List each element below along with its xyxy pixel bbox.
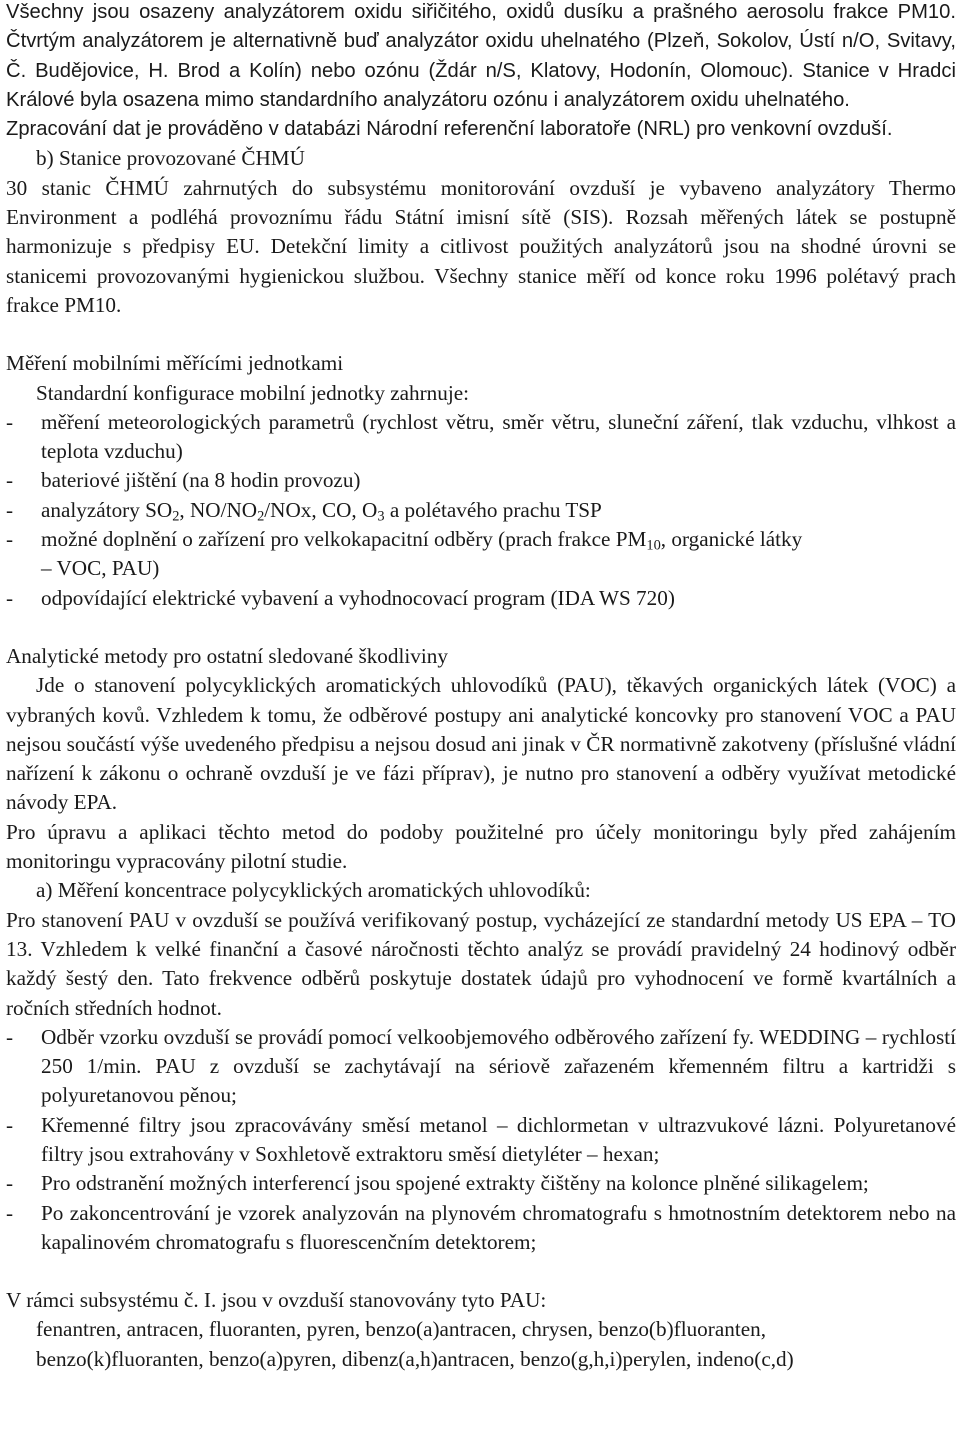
list-dash: - [6, 527, 14, 552]
list-item-text: Po zakoncentrování je vzorek analyzován na plynovém chromatografu s hmotnostním detektorem nebo na kapalinovém chromatografu s fluorescenčním detektorem; [41, 1200, 956, 1254]
list-dash: - [6, 468, 14, 493]
mobile-subheading: Standardní konfigurace mobilní jednotky zahrnuje: [36, 380, 470, 405]
analytic-paragraph: Jde o stanovení polycyklických aromatických uhlovodíků (PAU), těkavých organických látek (VOC) a vybraných kovů. Vzhledem k tomu, že odběrové postupy ani analytické koncovky pro stanovení VOC a PAU nejsou součástí výše uvedeného předpisu a nejsou dosud ani jinak v ČR normativně zakotveny (příslušné vládní nařízení k zákonu o ochraně ovzduší je ve fázi příprav), je nutno pro stanovení a odběry využívat metodické návody EPA. [6, 673, 956, 815]
pau-heading: a) Měření koncentrace polycyklických aromatických uhlovodíků: [36, 878, 591, 903]
pau-list-line: fenantren, antracen, fluoranten, pyren, benzo(a)antracen, chrysen, benzo(b)fluoranten, [36, 1317, 767, 1342]
list-item-text: Křemenné filtry jsou zpracovávány směsí metanol – dichlormetan v ultrazvukové lázni. Polyuretanové filtry jsou extrahovány v Soxhletově extraktoru směsí dietyléter – hexan; [41, 1112, 956, 1166]
list-item-text: bateriové jištění (na 8 hodin provozu) [41, 468, 361, 493]
list-dash: - [6, 1024, 14, 1049]
list-item [6, 1023, 956, 1111]
pau-paragraph: Pro stanovení PAU v ovzduší se používá verifikovaný postup, vycházející ze standardní metody US EPA – TO 13. Vzhledem k velké finanční a časové náročnosti těchto analýz se provádí pravidelný 24 hodinový odběr každý šestý den. Tato frekvence odběrů poskytuje dostatek údajů pro vyhodnocení ve formě kvartálních a ročních středních hodnot. [6, 907, 956, 1020]
chmu-heading: b) Stanice provozované ČHMÚ [36, 146, 305, 171]
analytic-pilot-paragraph: Pro úpravu a aplikaci těchto metod do podoby použitelné pro účely monitoringu byly před zahájením monitoringu vypracovány pilotní studie. [6, 819, 956, 874]
mobile-heading: Měření mobilními měřícími jednotkami [6, 351, 344, 376]
list-item [6, 1111, 956, 1170]
list-item [6, 496, 956, 525]
pau-list-heading: V rámci subsystému č. I. jsou v ovzduší stanovovány tyto PAU: [6, 1288, 547, 1313]
intro-paragraph: Všechny jsou osazeny analyzátorem oxidu siřičitého, oxidů dusíku a prašného aerosolu frakce PM10. Čtvrtým analyzátorem je alternativně buď analyzátor oxidu uhelnatého (Plzeň, Sokolov, Ústí n/O, Svitavy, Č. Budějovice, H. Brod a Kolín) nebo ozónu (Ždár n/S, Klatovy, Hodonín, Olomouc). Stanice v Hradci Králové byla osazena mimo standardního analyzátoru ozónu i analyzátorem oxidu uhelnatého. [6, 1, 956, 111]
list-item-analyzers: analyzátory $SO_2$, $NO/NO_2$/NOx, CO, $O_3$ a polétavého prachu TSP [41, 497, 602, 525]
list-item [6, 466, 956, 495]
list-item [6, 1169, 956, 1198]
list-dash: - [6, 1200, 14, 1225]
list-item-text: odpovídající elektrické vybavení a vyhodnocovací program (IDA WS 720) [41, 585, 675, 610]
pau-list-line: benzo(k)fluoranten, benzo(a)pyren, dibenz(a,h)antracen, benzo(g,h,i)perylen, indeno(c,d) [36, 1346, 794, 1371]
list-dash: - [6, 497, 14, 522]
list-item-text: Odběr vzorku ovzduší se provádí pomocí velkoobjemového odběrového zařízení fy. WEDDING – rychlostí 250 1/min. PAU z ovzduší se zachytávají na sériově zařazeném křemenném filtru a kartridži s polyuretanovou pěnou; [41, 1024, 956, 1108]
list-item [6, 584, 956, 613]
chmu-paragraph: 30 stanic ČHMÚ zahrnutých do subsystému monitorování ovzduší je vybaveno analyzátory Thermo Environment a podléhá provoznímu řádu Státní imisní sítě (SIS). Rozsah měřených látek se postupně harmonizuje s předpisy EU. Detekční limity a citlivost použitých analyzátorů jsou na shodné úrovni se stanicemi provozovanými hygienickou službou. Všechny stanice měří od konce roku 1996 polétavý prach frakce PM10. [6, 175, 956, 317]
analytic-heading: Analytické metody pro ostatní sledované škodliviny [6, 643, 448, 668]
list-item [6, 525, 956, 584]
spacer [6, 320, 956, 349]
list-item [6, 408, 956, 467]
spacer [6, 1257, 956, 1286]
list-dash: - [6, 1171, 14, 1196]
list-dash: - [6, 1112, 14, 1137]
list-item-optional: možné doplnění o zařízení pro velkokapacitní odběry (prach frakce $PM_{10}$, organické látky – VOC, PAU) [41, 527, 803, 581]
list-dash: - [6, 409, 14, 434]
list-dash: - [6, 585, 14, 610]
list-item-text: měření meteorologických parametrů (rychlost větru, směr větru, sluneční záření, tlak vzduchu, vlhkost a teplota vzduchu) [41, 409, 956, 464]
spacer [6, 613, 956, 642]
list-item-text: Pro odstranění možných interferencí jsou spojené extrakty čištěny na kolonce plněné silikagelem; [41, 1171, 869, 1196]
intro-data-processing: Zpracování dat je prováděno v databázi Národní referenční laboratoře (NRL) pro venkovní ovzduší. [6, 118, 893, 141]
list-item [6, 1199, 956, 1258]
